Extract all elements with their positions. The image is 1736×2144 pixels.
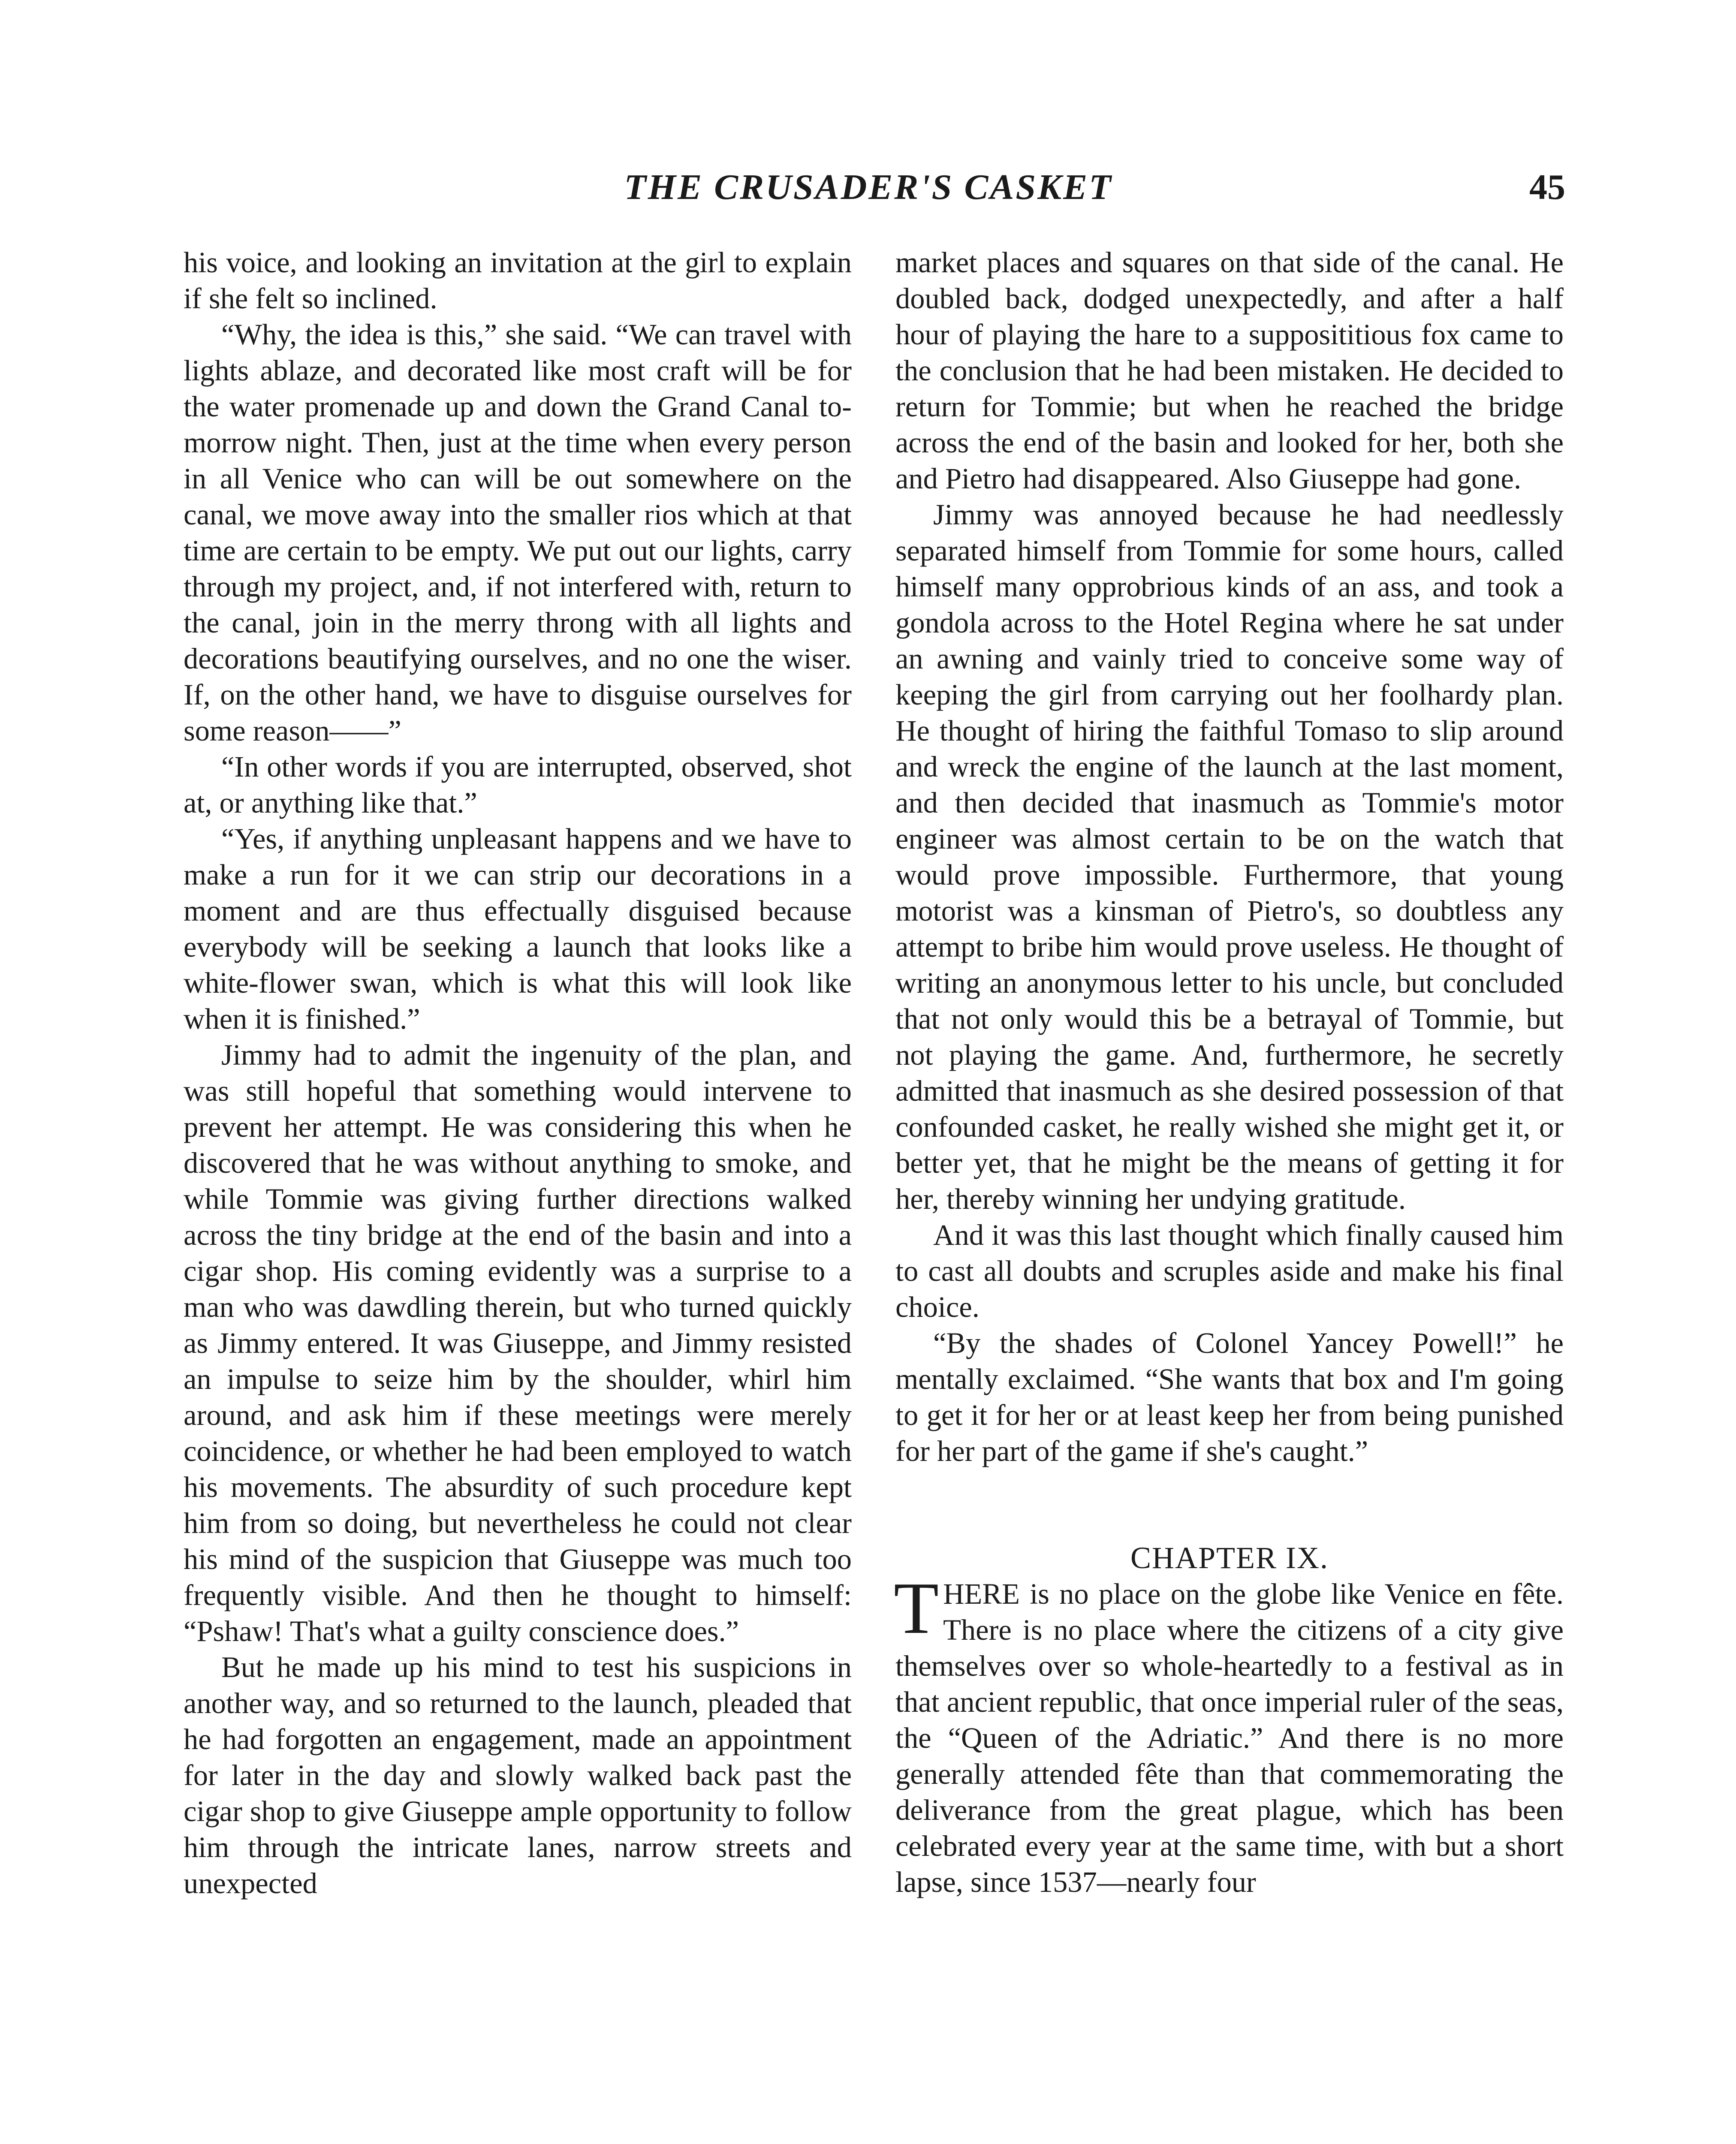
paragraph: “Why, the idea is this,” she said. “We can travel with lights ablaze, and decorated like most craft will be for the water promenade up and down the Grand Canal to-morrow night. Then, just at the time when every person in all Venice who can will be out somewhere on the canal, we move away into the smaller rios which at that time are certain to be empty. We put out our lights, carry through my project, and, if not interfered with, return to the canal, join in the merry throng with all lights and decorations beautifying ourselves, and no one the wiser. If, on the other hand, we have to disguise ourselves for some reason——” bbox=[184, 318, 852, 747]
paragraph: his voice, and looking an invitation at the girl to explain if she felt so inclined. bbox=[184, 246, 852, 315]
page-header bbox=[0, 163, 1736, 214]
paragraph: But he made up his mind to test his suspicions in another way, and so returned to the launch, pleaded that he had forgotten an engagement, made an appointment for later in the day and slowly walked back past the cigar shop to give Giuseppe ample opportunity to follow him through the intricate lanes, narrow streets and unexpected bbox=[184, 1651, 852, 1900]
paragraph: “In other words if you are interrupted, observed, shot at, or anything like that.” bbox=[184, 750, 852, 819]
paragraph: “By the shades of Colonel Yancey Powell!” he mentally exclaimed. “She wants that box and I'm going to get it for her or at least keep her from being punished for her part of the game if she's caught.” bbox=[895, 1327, 1564, 1467]
paragraph: Jimmy had to admit the ingenuity of the plan, and was still hopeful that something would intervene to prevent her attempt. He was considering this when he discovered that he was without anything to smoke, and while Tommie was giving further directions walked across the tiny bridge at the end of the basin and into a cigar shop. His coming evidently was a surprise to a man who was dawdling therein, but who turned quickly as Jimmy entered. It was Giuseppe, and Jimmy resisted an impulse to seize him by the shoulder, whirl him around, and ask him if these meetings were merely coincidence, or whether he had been employed to watch his movements. The absurdity of such procedure kept him from so doing, but nevertheless he could not clear his mind of the suspicion that Giuseppe was much too frequently visible. And then he thought to himself: “Pshaw! That's what a guilty conscience does.” bbox=[184, 1039, 852, 1647]
paragraph: Jimmy was annoyed because he had needlessly separated himself from Tommie for some hours, called himself many opprobrious kinds of an ass, and took a gondola across to the Hotel Regina where he sat under an awning and vainly tried to conceive some way of keeping the girl from carrying out her foolhardy plan. He thought of hiring the faithful Tomaso to slip around and wreck the engine of the launch at the last moment, and then decided that inasmuch as Tommie's motor engineer was almost certain to be on the watch that would prove impossible. Furthermore, that young motorist was a kinsman of Pietro's, so doubtless any attempt to bribe him would prove useless. He thought of writing an anonymous letter to his uncle, but concluded that not only would this be a betrayal of Tommie, but not playing the game. And, furthermore, he secretly admitted that inasmuch as she desired possession of that confounded casket, he really wished she might get it, or better yet, that he might be the means of getting it for her, thereby winning her undying gratitude. bbox=[895, 498, 1564, 1215]
chapter-opening-text: HERE is no place on the globe like Venice en fête. There is no place where the citizens of a city give themselves over so whole-heartedly to a festival as in that ancient republic, that once imperial ruler of the seas, the “Queen of the Adriatic.” And there is no more generally attended fête than that commemorating the deliverance from the great plague, which has been celebrated every year at the same time, with but a short lapse, since 1537—nearly four bbox=[895, 1578, 1564, 1898]
chapter-heading: CHAPTER IX. bbox=[1130, 1541, 1329, 1575]
running-title: THE CRUSADER'S CASKET bbox=[624, 167, 1113, 207]
right-column bbox=[895, 244, 1564, 1900]
drop-cap: T bbox=[894, 1568, 939, 1649]
paragraph: “Yes, if anything unpleasant happens and we have to make a run for it we can strip our decorations in a moment and are thus effectually disguised because everybody will be seeking a launch that looks like a white-flower swan, which is what this will look like when it is finished.” bbox=[184, 822, 852, 1035]
paragraph: market places and squares on that side of the canal. He doubled back, dodged unexpectedly, and after a half hour of playing the hare to a supposititious fox came to the conclusion that he had been mistaken. He decided to return for Tommie; but when he reached the bridge across the end of the basin and looked for her, both she and Pietro had disappeared. Also Giuseppe had gone. bbox=[895, 246, 1564, 495]
page-number: 45 bbox=[1529, 167, 1565, 207]
chapter-opening-paragraph bbox=[894, 1568, 1564, 1900]
left-column bbox=[184, 244, 852, 1901]
paragraph: And it was this last thought which finally caused him to cast all doubts and scruples aside and make his final choice. bbox=[895, 1219, 1564, 1323]
